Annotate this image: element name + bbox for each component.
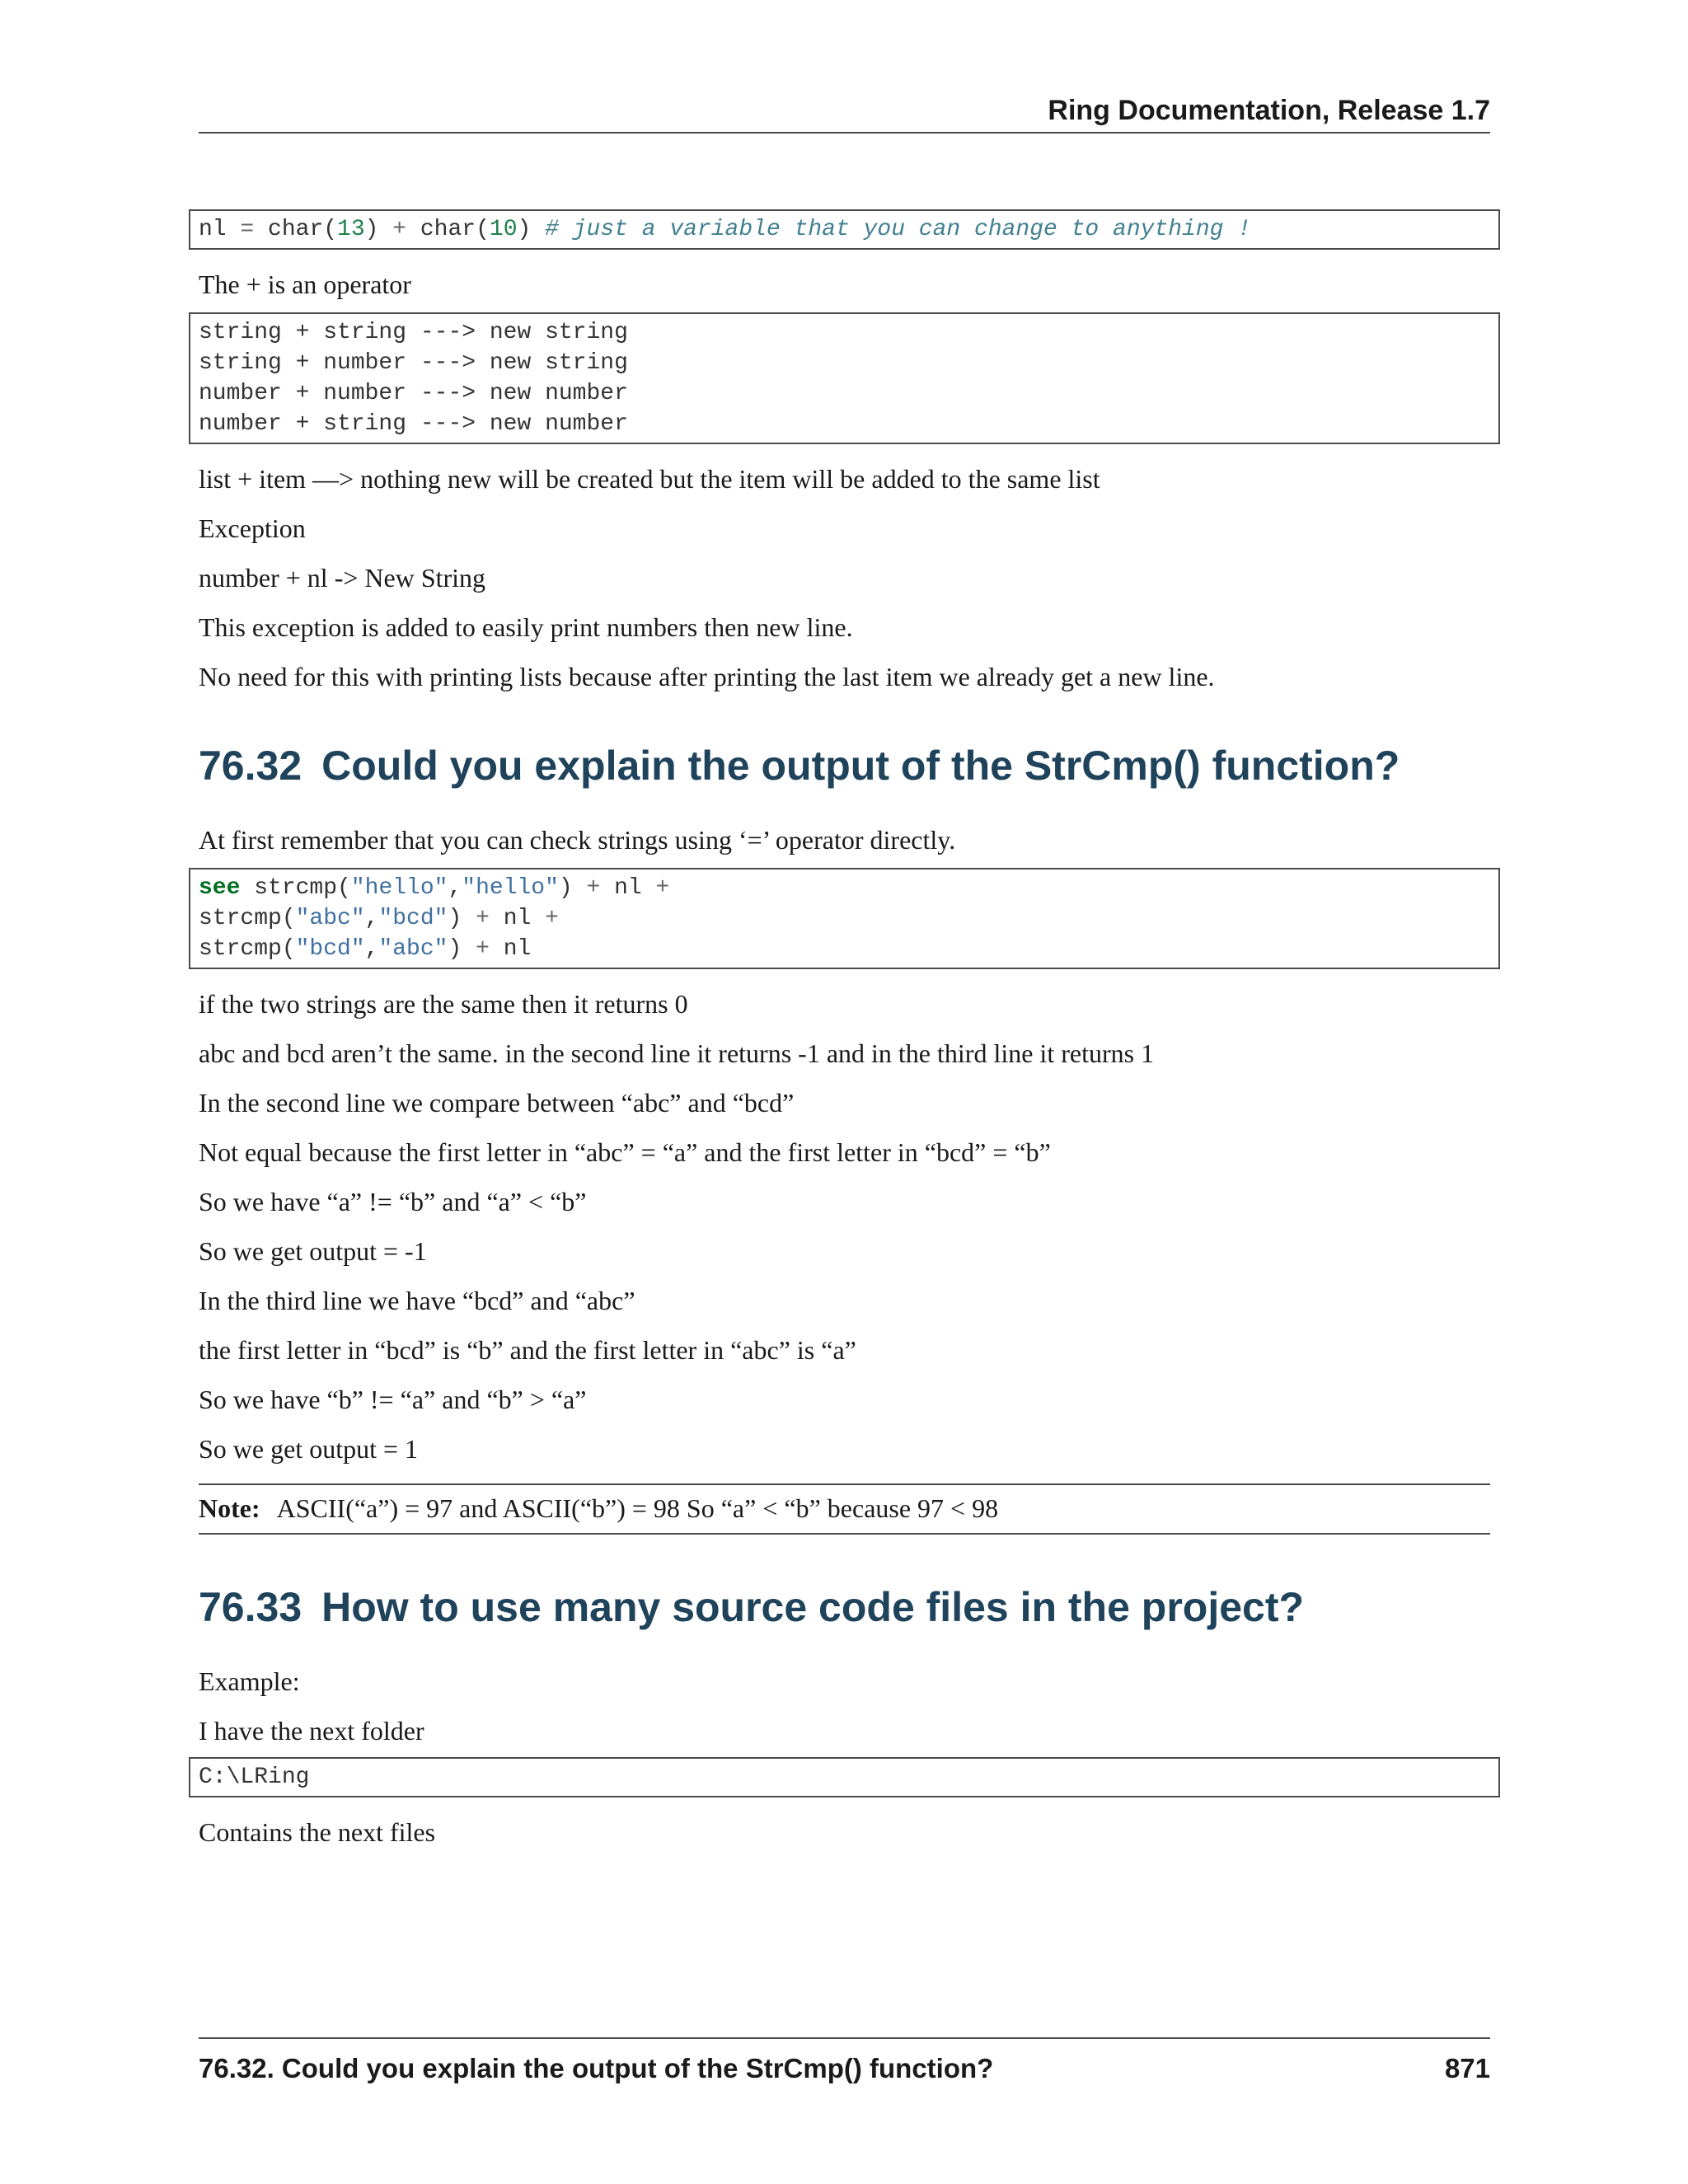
section-heading-files	[199, 1582, 1490, 1632]
paragraph: So we have “a” != “b” and “a” < “b”	[199, 1187, 587, 1216]
paragraph-example: Example:	[199, 1666, 300, 1696]
running-header	[199, 89, 1490, 134]
paragraph-exception: Exception	[199, 513, 306, 543]
header-title: Ring Documentation, Release 1.7	[1048, 95, 1490, 126]
paragraph-exception-added: This exception is added to easily print numbers then new line.	[199, 612, 853, 642]
page-number: 871	[1444, 2053, 1490, 2083]
paragraph: abc and bcd aren’t the same. in the second line it returns -1 and in the third line it returns 1	[199, 1038, 1155, 1068]
paragraph-strcmp-intro: At first remember that you can check strings using ‘=’ operator directly.	[199, 825, 956, 855]
strcmp-explanation	[199, 987, 1490, 1465]
paragraph: Not equal because the first letter in “abc” = “a” and the first letter in “bcd” = “b”	[199, 1137, 1051, 1167]
running-footer	[199, 2037, 1490, 2088]
paragraph-number-nl: number + nl -> New String	[199, 563, 486, 593]
note-text: ASCII(“a”) = 97 and ASCII(“b”) = 98 So “a” < “b” because 97 < 98	[276, 1493, 999, 1523]
code-block-strcmp: see strcmp("hello","hello") + nl + strcmp("abc","bcd") + nl + strcmp("bcd","abc") + nl	[189, 868, 1500, 969]
paragraph: So we have “b” != “a” and “b” > “a”	[199, 1385, 587, 1414]
section-title: How to use many source code files in the project?	[321, 1584, 1305, 1630]
section-heading-strcmp	[199, 741, 1490, 790]
paragraph: the first letter in “bcd” is “b” and the first letter in “abc” is “a”	[199, 1335, 856, 1365]
note-box	[199, 1483, 1490, 1535]
paragraph: In the third line we have “bcd” and “abc”	[199, 1286, 635, 1315]
code-block-nl: nl = char(13) + char(10) # just a variable that you can change to anything !	[189, 209, 1500, 250]
paragraph-plus-operator: The + is an operator	[199, 269, 411, 299]
footer-title: 76.32. Could you explain the output of the StrCmp() function?	[199, 2053, 994, 2083]
paragraph: So we get output = -1	[199, 1236, 427, 1266]
paragraph: So we get output = 1	[199, 1434, 419, 1464]
paragraph-contains: Contains the next files	[199, 1817, 436, 1847]
paragraph: In the second line we compare between “abc” and “bcd”	[199, 1088, 795, 1118]
section-title: Could you explain the output of the StrCmp() function?	[321, 743, 1400, 789]
section-number: 76.33	[199, 1584, 302, 1630]
page-content	[199, 209, 1490, 1849]
section-number: 76.32	[199, 743, 302, 789]
code-block-path: C:\LRing	[189, 1757, 1500, 1797]
paragraph-folder: I have the next folder	[199, 1716, 424, 1746]
paragraph-list-item: list + item —> nothing new will be created but the item will be added to the same list	[199, 464, 1100, 494]
paragraph: if the two strings are the same then it returns 0	[199, 989, 688, 1019]
note-label: Note:	[199, 1493, 260, 1523]
code-block-rules: string + string ---> new string string + number ---> new string number + number ---> new number number + string ---> new number	[189, 312, 1500, 444]
paragraph-no-need: No need for this with printing lists because after printing the last item we already get a new line.	[199, 662, 1215, 691]
